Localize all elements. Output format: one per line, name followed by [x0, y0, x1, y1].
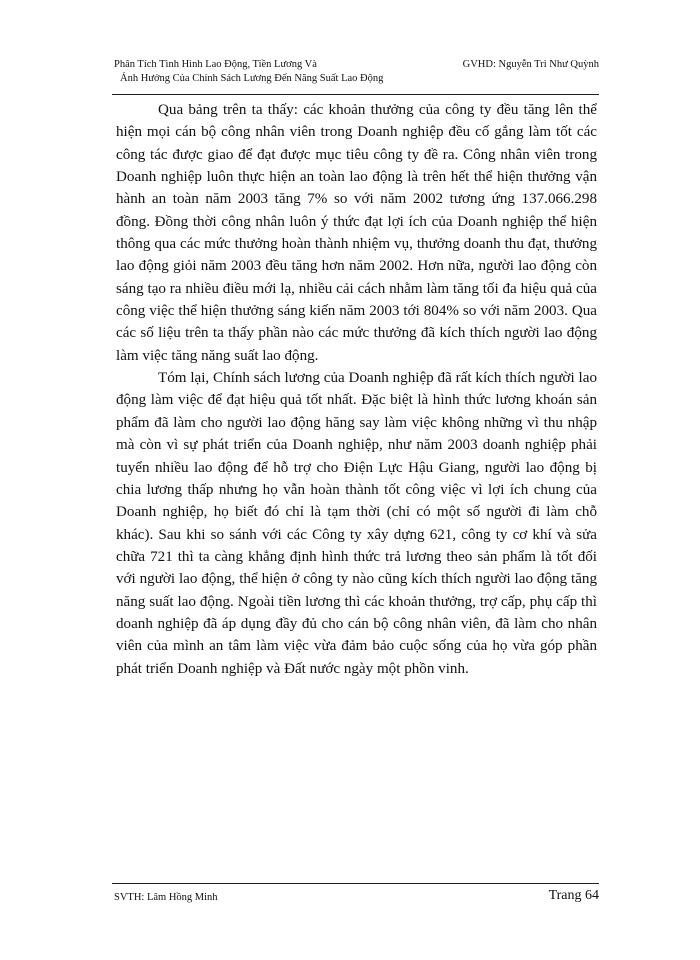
- page-header: [112, 56, 599, 95]
- header-title: [114, 58, 444, 86]
- header-advisor: GVHD: Nguyễn Tri Như Quỳnh: [462, 59, 599, 70]
- page-footer: [112, 883, 599, 908]
- body-paragraph-2: Tóm lại, Chính sách lương của Doanh nghiệp đã rất kích thích người lao động làm việc để đạt hiệu quả tốt nhất. Đặc biệt là hình thức lương khoán sản phẩm đã làm cho người lao động hăng say làm việc không những vì thu nhập mà còn vì sự phát triển của Doanh nghiệp, như năm 2003 doanh nghiệp phải tuyển nhiều lao động để hỗ trợ cho Điện Lực Hậu Giang, người lao động bị chia lương thấp nhưng họ vẫn hoàn thành tốt công việc vì lợi ích chung của Doanh nghiệp, họ biết đó chỉ là tạm thời (chỉ có một số người đi làm chỗ khác). Sau khi so sánh với các Công ty xây dựng 621, công ty cơ khí và sửa chữa 721 thì ta càng khẳng định hình thức trả lương theo sản phẩm là tốt đối với người lao động, thể hiện ở công ty nào cũng kích thích người lao động tăng năng suất lao động. Ngoài tiền lương thì các khoản thưởng, trợ cấp, phụ cấp thì doanh nghiệp đã áp dụng đầy đủ cho cán bộ công nhân viên, đã làm cho nhân viên của mình an tâm làm việc vừa đảm bảo cuộc sống của họ vừa góp phần phát triển Doanh nghiệp và Đất nước ngày một phồn vinh.: [116, 370, 597, 677]
- page-number: Trang 64: [548, 888, 599, 903]
- header-title-line2: Ảnh Hưởng Của Chính Sách Lương Đến Năng Suất Lao Động: [120, 73, 384, 84]
- document-body: [116, 99, 597, 680]
- header-title-line1: Phân Tích Tình Hình Lao Động, Tiền Lương Và: [114, 59, 317, 70]
- body-paragraph-1: Qua bảng trên ta thấy: các khoản thưởng của công ty đều tăng lên thể hiện mọi cán bộ công nhân viên trong Doanh nghiệp đều cố gắng làm tốt các công tác được giao để đạt được mục tiêu công ty đề ra. Công nhân viên trong Doanh nghiệp luôn thực hiện an toàn lao động là trên hết thể hiện thưởng vận hành an toàn năm 2003 tăng 7% so với năm 2002 tương ứng 137.066.298 đồng. Đồng thời công nhân luôn ý thức đạt lợi ích của Doanh nghiệp thể hiện thông qua các mức thưởng hoàn thành nhiệm vụ, thưởng doanh thu đạt, thưởng lao động giỏi năm 2003 đều tăng hơn năm 2002. Hơn nữa, người lao động còn sáng tạo ra nhiều điều mới lạ, nhiều cải cách nhằm làm tăng tối đa hiệu quả của công việc thể hiện thưởng sáng kiến năm 2003 tới 804% so với năm 2003. Qua các số liệu trên ta thấy phần nào các mức thưởng đã kích thích người lao động làm việc tăng năng suất lao động.: [116, 102, 597, 364]
- footer-student: SVTH: Lâm Hồng Minh: [114, 892, 218, 903]
